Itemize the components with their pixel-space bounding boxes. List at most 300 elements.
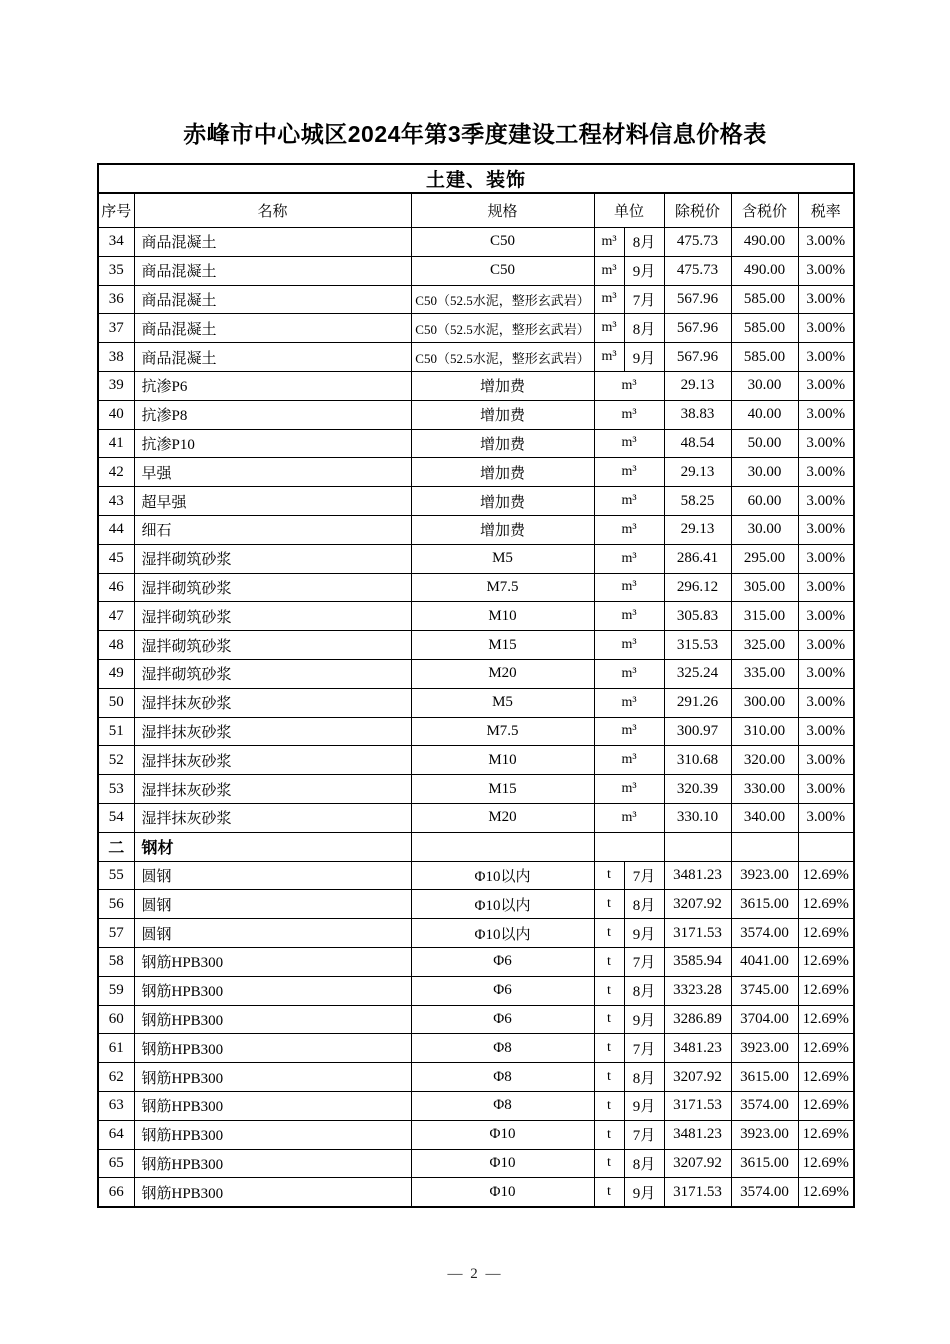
cell-month: 9月 [624,1005,664,1034]
table-row [98,803,854,832]
cell-price-ex-tax [664,832,731,861]
cell-price-inc-tax: 3745.00 [731,976,798,1005]
cell-unit: m³ [594,544,664,573]
cell-month: 8月 [624,1063,664,1092]
cell-tax-rate: 12.69% [798,1005,854,1034]
cell-serial-no: 59 [98,976,134,1005]
cell-unit: t [594,890,624,919]
cell-material-name: 湿拌砌筑砂浆 [134,573,411,602]
cell-price-ex-tax: 567.96 [664,314,731,343]
cell-month: 9月 [624,919,664,948]
cell-price-ex-tax: 286.41 [664,544,731,573]
page-number: — 2 — [447,1266,503,1282]
table-body [98,164,854,1207]
cell-tax-rate: 3.00% [798,717,854,746]
cell-month: 7月 [624,947,664,976]
cell-tax-rate: 12.69% [798,1120,854,1149]
cell-price-ex-tax: 3207.92 [664,1063,731,1092]
cell-month: 9月 [624,1091,664,1120]
cell-spec: Φ8 [411,1091,594,1120]
table-row [98,429,854,458]
cell-price-ex-tax: 320.39 [664,775,731,804]
col-header-spec: 规格 [411,193,594,228]
table-row [98,515,854,544]
cell-unit: m³ [594,515,664,544]
cell-price-ex-tax: 48.54 [664,429,731,458]
cell-month: 8月 [624,976,664,1005]
cell-unit: m³ [594,688,664,717]
cell-serial-no: 46 [98,573,134,602]
cell-price-inc-tax: 3615.00 [731,1063,798,1092]
cell-tax-rate [798,832,854,861]
cell-material-name: 湿拌砌筑砂浆 [134,602,411,631]
cell-material-name: 湿拌抹灰砂浆 [134,775,411,804]
cell-price-inc-tax: 490.00 [731,256,798,285]
cell-tax-rate: 3.00% [798,429,854,458]
cell-price-ex-tax: 3585.94 [664,947,731,976]
table-subtitle-row [98,164,854,193]
cell-serial-no: 52 [98,746,134,775]
cell-material-name: 抗渗P6 [134,371,411,400]
cell-material-name: 钢筋HPB300 [134,1120,411,1149]
cell-serial-no: 47 [98,602,134,631]
cell-tax-rate: 3.00% [798,746,854,775]
cell-spec: Φ6 [411,947,594,976]
cell-unit: m³ [594,659,664,688]
cell-unit: m³ [594,803,664,832]
cell-price-inc-tax: 50.00 [731,429,798,458]
cell-material-name: 商品混凝土 [134,285,411,314]
cell-price-inc-tax: 3923.00 [731,1034,798,1063]
cell-unit: m³ [594,775,664,804]
cell-unit: t [594,976,624,1005]
cell-month: 7月 [624,861,664,890]
cell-spec: M10 [411,746,594,775]
cell-price-inc-tax: 30.00 [731,515,798,544]
cell-spec: 增加费 [411,400,594,429]
cell-price-inc-tax: 3574.00 [731,1178,798,1207]
cell-unit: t [594,1005,624,1034]
cell-price-ex-tax: 567.96 [664,285,731,314]
cell-material-name: 超早强 [134,487,411,516]
cell-unit: m³ [594,602,664,631]
cell-tax-rate: 12.69% [798,1063,854,1092]
cell-serial-no: 56 [98,890,134,919]
table-row [98,256,854,285]
table-row [98,976,854,1005]
cell-spec: M5 [411,544,594,573]
table-row [98,400,854,429]
table-row [98,487,854,516]
cell-spec: Φ6 [411,976,594,1005]
cell-serial-no: 57 [98,919,134,948]
cell-price-ex-tax: 29.13 [664,371,731,400]
cell-spec: Φ10以内 [411,919,594,948]
col-header-name: 名称 [134,193,411,228]
cell-serial-no: 65 [98,1149,134,1178]
cell-price-inc-tax: 3615.00 [731,1149,798,1178]
cell-unit: m³ [594,631,664,660]
cell-price-ex-tax: 291.26 [664,688,731,717]
cell-price-ex-tax: 58.25 [664,487,731,516]
cell-price-inc-tax: 4041.00 [731,947,798,976]
cell-material-name: 抗渗P10 [134,429,411,458]
cell-spec: Φ10 [411,1178,594,1207]
table-row [98,775,854,804]
cell-serial-no: 55 [98,861,134,890]
cell-month: 8月 [624,228,664,257]
cell-unit: t [594,947,624,976]
cell-material-name: 商品混凝土 [134,314,411,343]
table-row [98,688,854,717]
cell-serial-no: 36 [98,285,134,314]
cell-month: 7月 [624,285,664,314]
cell-serial-no: 35 [98,256,134,285]
cell-serial-no: 34 [98,228,134,257]
cell-spec: M20 [411,803,594,832]
cell-unit: m³ [594,228,624,257]
cell-spec: C50 [411,228,594,257]
cell-unit: t [594,861,624,890]
cell-serial-no: 42 [98,458,134,487]
table-row [98,371,854,400]
cell-unit: m³ [594,429,664,458]
cell-tax-rate: 3.00% [798,573,854,602]
cell-material-name: 钢筋HPB300 [134,1091,411,1120]
cell-material-name: 湿拌抹灰砂浆 [134,746,411,775]
cell-spec: Φ10以内 [411,861,594,890]
cell-price-ex-tax: 310.68 [664,746,731,775]
table-header-row [98,193,854,228]
cell-price-inc-tax: 30.00 [731,458,798,487]
cell-material-name: 圆钢 [134,919,411,948]
cell-spec: 增加费 [411,515,594,544]
table-row [98,1149,854,1178]
table-row [98,861,854,890]
cell-tax-rate: 3.00% [798,371,854,400]
cell-tax-rate: 3.00% [798,256,854,285]
cell-month: 8月 [624,314,664,343]
cell-unit: m³ [594,487,664,516]
cell-material-name: 钢筋HPB300 [134,1005,411,1034]
table-row [98,458,854,487]
cell-price-inc-tax: 335.00 [731,659,798,688]
cell-price-inc-tax: 325.00 [731,631,798,660]
cell-price-inc-tax: 320.00 [731,746,798,775]
cell-price-ex-tax: 29.13 [664,458,731,487]
table-row [98,1091,854,1120]
table-row [98,1063,854,1092]
col-header-price-inc: 含税价 [731,193,798,228]
cell-price-ex-tax: 3481.23 [664,1034,731,1063]
table-row [98,228,854,257]
table-row [98,919,854,948]
cell-spec: M10 [411,602,594,631]
cell-spec: Φ6 [411,1005,594,1034]
cell-serial-no: 62 [98,1063,134,1092]
cell-spec: Φ10以内 [411,890,594,919]
cell-price-ex-tax: 38.83 [664,400,731,429]
cell-price-ex-tax: 29.13 [664,515,731,544]
cell-tax-rate: 12.69% [798,1091,854,1120]
cell-tax-rate: 3.00% [798,688,854,717]
cell-material-name: 湿拌抹灰砂浆 [134,688,411,717]
cell-material-name: 抗渗P8 [134,400,411,429]
cell-spec: Φ10 [411,1120,594,1149]
cell-spec: M15 [411,631,594,660]
col-header-rate: 税率 [798,193,854,228]
cell-month: 8月 [624,1149,664,1178]
cell-unit: m³ [594,458,664,487]
cell-tax-rate: 12.69% [798,947,854,976]
cell-tax-rate: 3.00% [798,343,854,372]
cell-unit: t [594,919,624,948]
cell-price-ex-tax: 3207.92 [664,1149,731,1178]
table-row [98,1034,854,1063]
cell-material-name: 商品混凝土 [134,343,411,372]
cell-material-name: 钢筋HPB300 [134,1149,411,1178]
cell-price-inc-tax: 3574.00 [731,919,798,948]
cell-price-ex-tax: 3323.28 [664,976,731,1005]
cell-spec: M15 [411,775,594,804]
cell-price-inc-tax: 585.00 [731,314,798,343]
table-row [98,659,854,688]
cell-price-inc-tax: 3704.00 [731,1005,798,1034]
cell-unit [594,832,664,861]
cell-tax-rate: 3.00% [798,400,854,429]
cell-price-ex-tax: 3171.53 [664,1091,731,1120]
cell-material-name: 商品混凝土 [134,256,411,285]
cell-tax-rate: 12.69% [798,1149,854,1178]
table-row [98,1178,854,1207]
cell-price-inc-tax: 3615.00 [731,890,798,919]
cell-serial-no: 40 [98,400,134,429]
cell-serial-no: 41 [98,429,134,458]
cell-price-inc-tax: 295.00 [731,544,798,573]
cell-price-inc-tax: 305.00 [731,573,798,602]
cell-price-inc-tax: 3923.00 [731,1120,798,1149]
table-row [98,947,854,976]
table-row [98,631,854,660]
cell-serial-no: 45 [98,544,134,573]
cell-price-ex-tax: 3481.23 [664,1120,731,1149]
col-header-unit: 单位 [594,193,664,228]
cell-spec: Φ8 [411,1034,594,1063]
cell-price-inc-tax: 315.00 [731,602,798,631]
table-row [98,717,854,746]
cell-price-ex-tax: 475.73 [664,256,731,285]
cell-tax-rate: 3.00% [798,544,854,573]
table-row [98,544,854,573]
cell-serial-no: 53 [98,775,134,804]
cell-spec: Φ10 [411,1149,594,1178]
cell-tax-rate: 3.00% [798,314,854,343]
cell-serial-no: 54 [98,803,134,832]
cell-month: 7月 [624,1120,664,1149]
cell-price-ex-tax: 3286.89 [664,1005,731,1034]
cell-tax-rate: 3.00% [798,515,854,544]
cell-serial-no: 61 [98,1034,134,1063]
cell-price-inc-tax [731,832,798,861]
table-row [98,343,854,372]
page-title: 赤峰市中心城区2024年第3季度建设工程材料信息价格表 [183,121,767,147]
col-header-price-ex: 除税价 [664,193,731,228]
cell-month: 8月 [624,890,664,919]
cell-serial-no: 51 [98,717,134,746]
cell-serial-no: 50 [98,688,134,717]
cell-price-ex-tax: 3171.53 [664,1178,731,1207]
cell-serial-no: 64 [98,1120,134,1149]
cell-unit: m³ [594,371,664,400]
cell-spec [411,832,594,861]
cell-spec: C50（52.5水泥，整形玄武岩） [411,343,594,372]
cell-spec: M5 [411,688,594,717]
cell-serial-no: 39 [98,371,134,400]
cell-month: 9月 [624,256,664,285]
cell-material-name: 钢筋HPB300 [134,976,411,1005]
cell-tax-rate: 3.00% [798,487,854,516]
cell-serial-no: 38 [98,343,134,372]
cell-tax-rate: 12.69% [798,976,854,1005]
cell-price-ex-tax: 300.97 [664,717,731,746]
cell-month: 7月 [624,1034,664,1063]
cell-serial-no: 66 [98,1178,134,1207]
cell-unit: t [594,1120,624,1149]
table-row [98,746,854,775]
cell-spec: M7.5 [411,717,594,746]
material-price-table [97,163,855,1208]
cell-price-ex-tax: 330.10 [664,803,731,832]
cell-tax-rate: 12.69% [798,861,854,890]
cell-material-name: 湿拌抹灰砂浆 [134,717,411,746]
cell-tax-rate: 3.00% [798,602,854,631]
cell-material-name: 湿拌抹灰砂浆 [134,803,411,832]
cell-serial-no: 二 [98,832,134,861]
cell-unit: m³ [594,573,664,602]
cell-tax-rate: 3.00% [798,659,854,688]
cell-tax-rate: 12.69% [798,919,854,948]
cell-price-inc-tax: 3923.00 [731,861,798,890]
cell-material-name: 细石 [134,515,411,544]
table-row [98,602,854,631]
cell-material-name: 钢筋HPB300 [134,1034,411,1063]
cell-unit: m³ [594,314,624,343]
cell-price-inc-tax: 585.00 [731,285,798,314]
cell-material-name: 钢筋HPB300 [134,1178,411,1207]
cell-unit: m³ [594,343,624,372]
cell-price-ex-tax: 3207.92 [664,890,731,919]
cell-price-ex-tax: 3171.53 [664,919,731,948]
cell-month: 9月 [624,1178,664,1207]
table-row [98,1005,854,1034]
cell-unit: m³ [594,256,624,285]
cell-price-inc-tax: 60.00 [731,487,798,516]
col-header-no: 序号 [98,193,134,228]
cell-serial-no: 48 [98,631,134,660]
cell-price-inc-tax: 310.00 [731,717,798,746]
table-row [98,285,854,314]
cell-price-inc-tax: 300.00 [731,688,798,717]
cell-price-ex-tax: 475.73 [664,228,731,257]
table-row [98,890,854,919]
cell-price-inc-tax: 585.00 [731,343,798,372]
cell-material-name: 湿拌砌筑砂浆 [134,544,411,573]
cell-price-inc-tax: 40.00 [731,400,798,429]
cell-tax-rate: 3.00% [798,458,854,487]
cell-price-inc-tax: 330.00 [731,775,798,804]
cell-material-name: 湿拌砌筑砂浆 [134,659,411,688]
cell-price-ex-tax: 3481.23 [664,861,731,890]
cell-spec: 增加费 [411,429,594,458]
cell-price-inc-tax: 490.00 [731,228,798,257]
cell-price-ex-tax: 325.24 [664,659,731,688]
section-row [98,832,854,861]
cell-tax-rate: 3.00% [798,228,854,257]
cell-price-ex-tax: 296.12 [664,573,731,602]
cell-unit: t [594,1063,624,1092]
cell-unit: t [594,1091,624,1120]
cell-spec: C50 [411,256,594,285]
cell-tax-rate: 12.69% [798,1034,854,1063]
cell-unit: m³ [594,717,664,746]
cell-serial-no: 58 [98,947,134,976]
cell-material-name: 钢筋HPB300 [134,947,411,976]
cell-price-inc-tax: 3574.00 [731,1091,798,1120]
cell-price-inc-tax: 30.00 [731,371,798,400]
cell-unit: m³ [594,746,664,775]
cell-material-name: 钢筋HPB300 [134,1063,411,1092]
cell-serial-no: 44 [98,515,134,544]
cell-spec: 增加费 [411,371,594,400]
cell-unit: t [594,1034,624,1063]
cell-price-inc-tax: 340.00 [731,803,798,832]
cell-unit: t [594,1178,624,1207]
cell-month: 9月 [624,343,664,372]
cell-unit: m³ [594,400,664,429]
cell-spec: 增加费 [411,487,594,516]
cell-spec: C50（52.5水泥，整形玄武岩） [411,314,594,343]
cell-spec: M7.5 [411,573,594,602]
cell-price-ex-tax: 567.96 [664,343,731,372]
cell-material-name: 钢材 [134,832,411,861]
cell-price-ex-tax: 315.53 [664,631,731,660]
cell-tax-rate: 3.00% [798,775,854,804]
cell-material-name: 湿拌砌筑砂浆 [134,631,411,660]
cell-tax-rate: 12.69% [798,890,854,919]
cell-material-name: 圆钢 [134,861,411,890]
cell-serial-no: 43 [98,487,134,516]
cell-material-name: 圆钢 [134,890,411,919]
cell-price-ex-tax: 305.83 [664,602,731,631]
cell-serial-no: 63 [98,1091,134,1120]
table-row [98,314,854,343]
cell-unit: t [594,1149,624,1178]
cell-tax-rate: 3.00% [798,803,854,832]
cell-spec: Φ8 [411,1063,594,1092]
cell-spec: C50（52.5水泥，整形玄武岩） [411,285,594,314]
cell-tax-rate: 3.00% [798,631,854,660]
table-row [98,573,854,602]
cell-tax-rate: 12.69% [798,1178,854,1207]
cell-spec: M20 [411,659,594,688]
cell-serial-no: 60 [98,1005,134,1034]
cell-material-name: 早强 [134,458,411,487]
table-section-title: 土建、装饰 [98,164,854,193]
cell-spec: 增加费 [411,458,594,487]
cell-serial-no: 37 [98,314,134,343]
cell-unit: m³ [594,285,624,314]
table-row [98,1120,854,1149]
